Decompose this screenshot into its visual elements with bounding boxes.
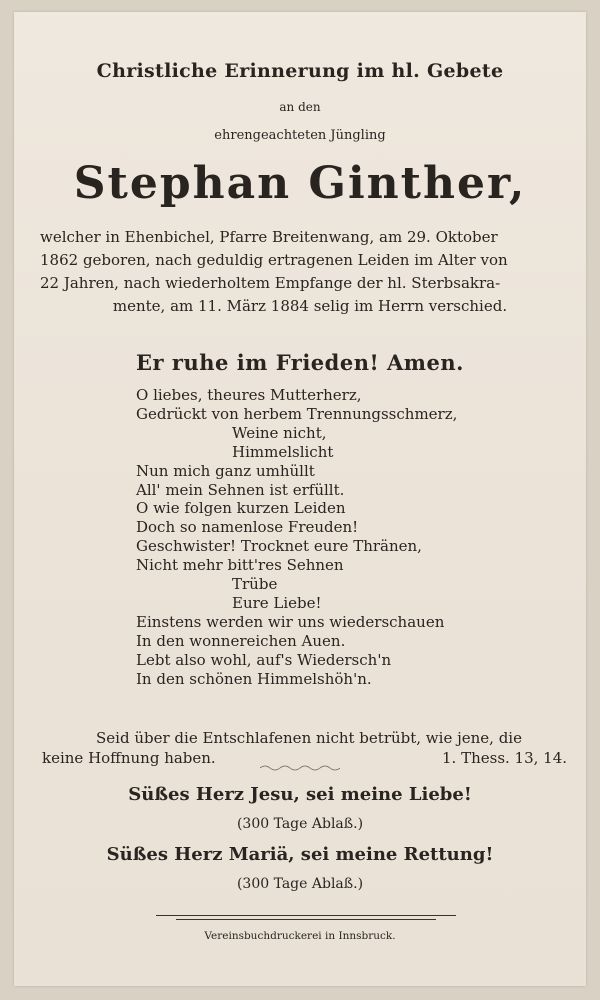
divider-rule [156, 915, 456, 920]
bio-paragraph [40, 226, 580, 318]
indulgence-note: (300 Tage Ablaß.) [236, 876, 364, 892]
an-den-text: an den [279, 100, 321, 114]
poem-line: Doch so namenlose Freuden! [136, 518, 359, 537]
verse-line: keine Hoffnung haben. [42, 749, 216, 767]
memorial-card [14, 12, 586, 986]
poem-line: O liebes, theures Mutterherz, [136, 386, 362, 404]
bio-line: 1862 geboren, nach geduldig ertragenen Leiden im Alter von [40, 251, 508, 269]
bio-line: welcher in Ehenbichel, Pfarre Breitenwang, am 29. Oktober [40, 228, 498, 246]
ornament-squiggle-icon [260, 764, 340, 772]
indulgence-note: (300 Tage Ablaß.) [236, 816, 364, 832]
poem-line: O wie folgen kurzen Leiden [136, 499, 346, 518]
poem-line: Geschwister! Trocknet eure Thränen, [136, 537, 422, 556]
prayer-maria: Süßes Herz Mariä, sei meine Rettung! [106, 844, 494, 865]
poem-line: Nicht mehr bitt'res Sehnen [136, 556, 344, 575]
verse-reference: 1. Thess. 13, 14. [442, 749, 568, 767]
poem-line: Lebt also wohl, auf's Wiedersch'n [136, 650, 392, 669]
rip-heading: Er ruhe im Frieden! Amen. [136, 350, 464, 375]
poem-line: Gedrückt von herbem Trennungsschmerz, [136, 404, 458, 423]
poem-line: In den schönen Himmelshöh'n. [136, 669, 372, 688]
bible-verse [42, 728, 576, 768]
poem-line: Himmelslicht [232, 442, 334, 461]
poem-line: In den wonnereichen Auen. [136, 631, 346, 650]
poem-line: Weine nicht, [232, 423, 327, 442]
poem-line: All' mein Sehnen ist erfüllt. [136, 480, 345, 499]
poem-line: Eure Liebe! [232, 593, 322, 612]
poem-line: Nun mich ganz umhüllt [136, 461, 315, 480]
prayer-jesus: Süßes Herz Jesu, sei meine Liebe! [128, 784, 472, 805]
bio-line: 22 Jahren, nach wiederholtem Empfange der hl. Sterbsakra- [40, 274, 501, 292]
poem [136, 386, 457, 689]
poem-line: Trübe [232, 575, 278, 594]
printer-imprint: Vereinsbuchdruckerei in Innsbruck. [204, 930, 396, 942]
jungling-text: ehrengeachteten Jüngling [214, 128, 386, 143]
bio-line: mente, am 11. März 1884 selig im Herrn verschied. [112, 297, 508, 315]
card-title: Christliche Erinnerung im hl. Gebete [96, 60, 504, 82]
deceased-name: Stephan Ginther, [73, 158, 527, 209]
poem-line: Einstens werden wir uns wiederschauen [136, 612, 445, 631]
verse-line: Seid über die Entschlafenen nicht betrübt, wie jene, die [96, 729, 522, 747]
